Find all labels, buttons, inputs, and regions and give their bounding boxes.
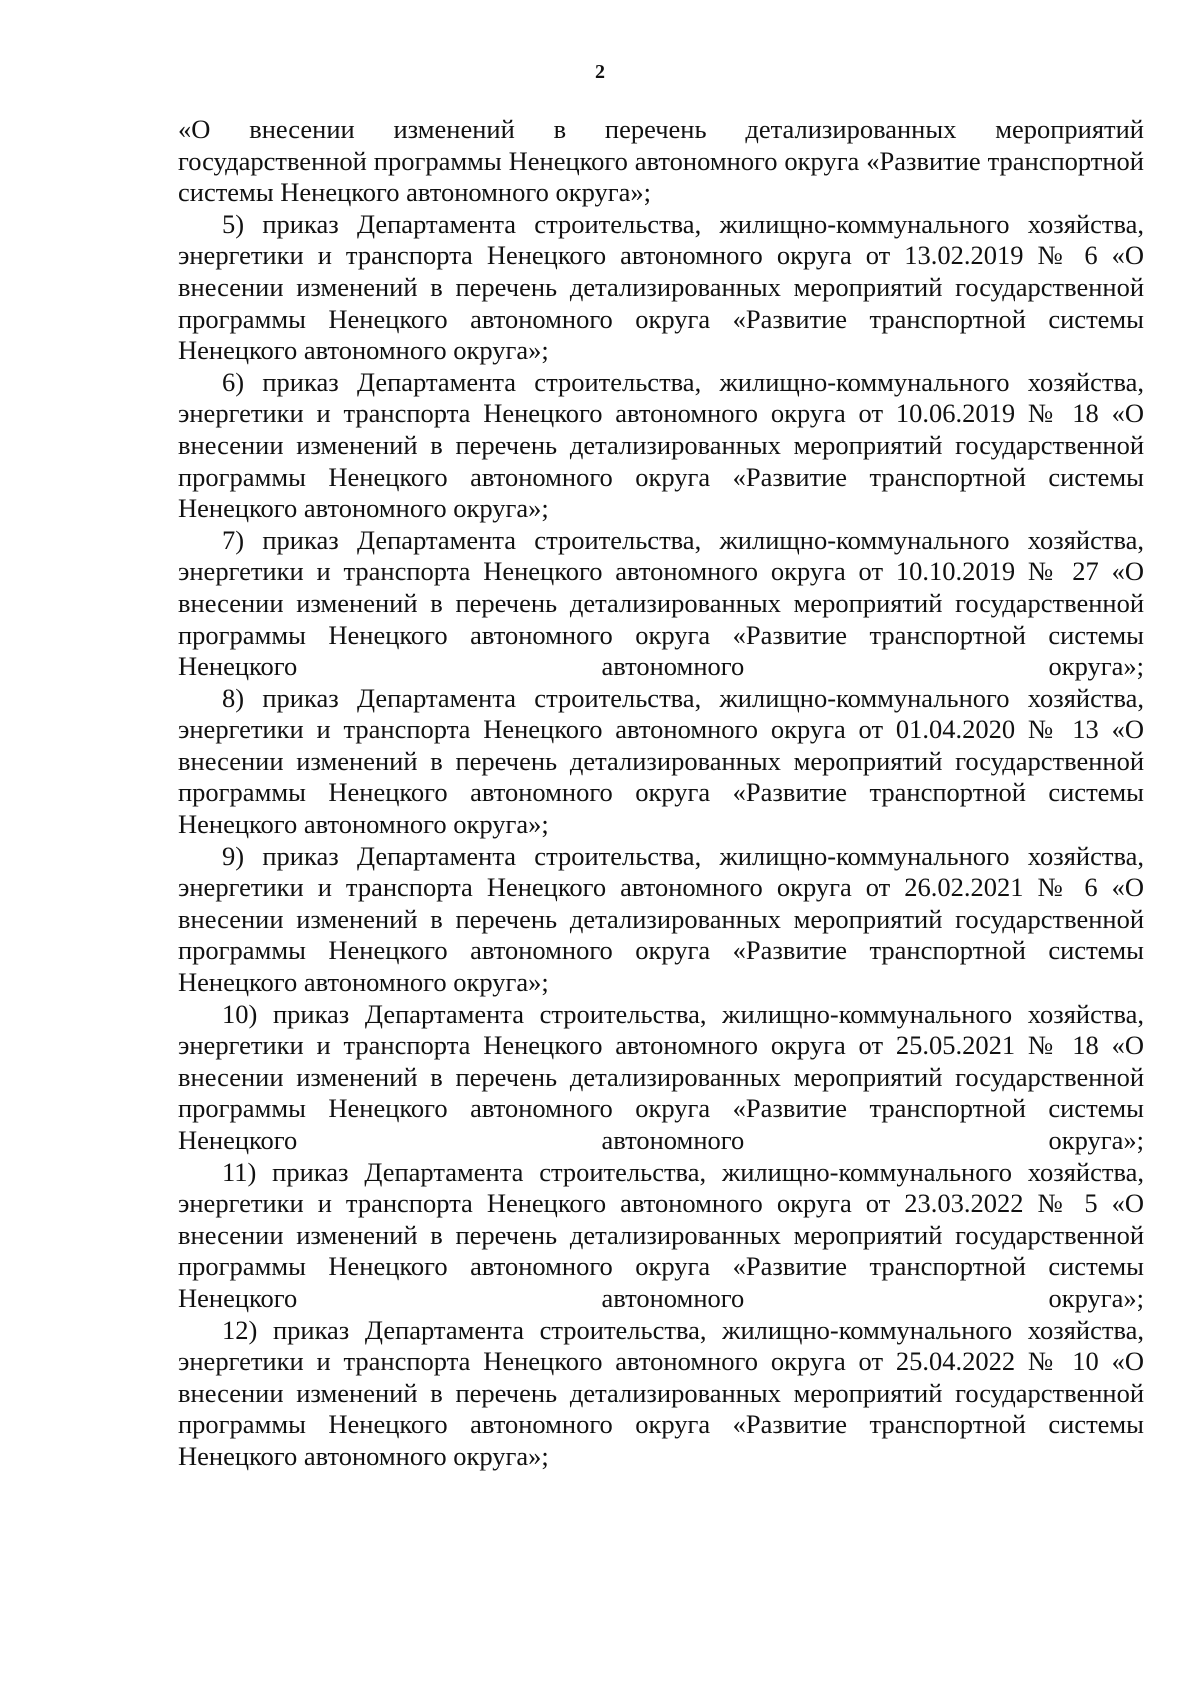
paragraph-item-9: 9) приказ Департамента строительства, жилищно-коммунального хозяйства, энергетики и транспорта Ненецкого автономного округа от 26.02.2021 № 6 «О внесении изменений в перечень детализированных мероприятий государственной программы Ненецкого автономного округа «Развитие транспортной системы Ненецкого автономного округа»; — [178, 840, 1144, 998]
paragraph-item-6: 6) приказ Департамента строительства, жилищно-коммунального хозяйства, энергетики и транспорта Ненецкого автономного округа от 10.06.2019 № 18 «О внесении изменений в перечень детализированных мероприятий государственной программы Ненецкого автономного округа «Развитие транспортной системы Ненецкого автономного округа»; — [178, 366, 1144, 524]
paragraph-item-12: 12) приказ Департамента строительства, жилищно-коммунального хозяйства, энергетики и транспорта Ненецкого автономного округа от 25.04.2022 № 10 «О внесении изменений в перечень детализированных мероприятий государственной программы Ненецкого автономного округа «Развитие транспортной системы Ненецкого автономного округа»; — [178, 1314, 1144, 1471]
paragraph-item-5: 5) приказ Департамента строительства, жилищно-коммунального хозяйства, энергетики и транспорта Ненецкого автономного округа от 13.02.2019 № 6 «О внесении изменений в перечень детализированных мероприятий государственной программы Ненецкого автономного округа «Развитие транспортной системы Ненецкого автономного округа»; — [178, 208, 1144, 366]
paragraph-item-11: 11) приказ Департамента строительства, жилищно-коммунального хозяйства, энергетики и транспорта Ненецкого автономного округа от 23.03.2022 № 5 «О внесении изменений в перечень детализированных мероприятий государственной программы Ненецкого автономного округа «Развитие транспортной системы Ненецкого автономного округа»; — [178, 1156, 1144, 1313]
paragraph-item-8: 8) приказ Департамента строительства, жилищно-коммунального хозяйства, энергетики и транспорта Ненецкого автономного округа от 01.04.2020 № 13 «О внесении изменений в перечень детализированных мероприятий государственной программы Ненецкого автономного округа «Развитие транспортной системы Ненецкого автономного округа»; — [178, 682, 1144, 840]
page-number: 2 — [595, 61, 605, 83]
paragraph-item-10: 10) приказ Департамента строительства, жилищно-коммунального хозяйства, энергетики и транспорта Ненецкого автономного округа от 25.05.2021 № 18 «О внесении изменений в перечень детализированных мероприятий государственной программы Ненецкого автономного округа «Развитие транспортной системы Ненецкого автономного округа»; — [178, 998, 1144, 1155]
document-body — [178, 114, 1144, 1473]
paragraph-item-7: 7) приказ Департамента строительства, жилищно-коммунального хозяйства, энергетики и транспорта Ненецкого автономного округа от 10.10.2019 № 27 «О внесении изменений в перечень детализированных мероприятий государственной программы Ненецкого автономного округа «Развитие транспортной системы Ненецкого автономного округа»; — [178, 524, 1144, 682]
paragraph-continuation: «О внесении изменений в перечень детализированных мероприятий государственной программы Ненецкого автономного округа «Развитие транспортной системы Ненецкого автономного округа»; — [178, 114, 1144, 208]
